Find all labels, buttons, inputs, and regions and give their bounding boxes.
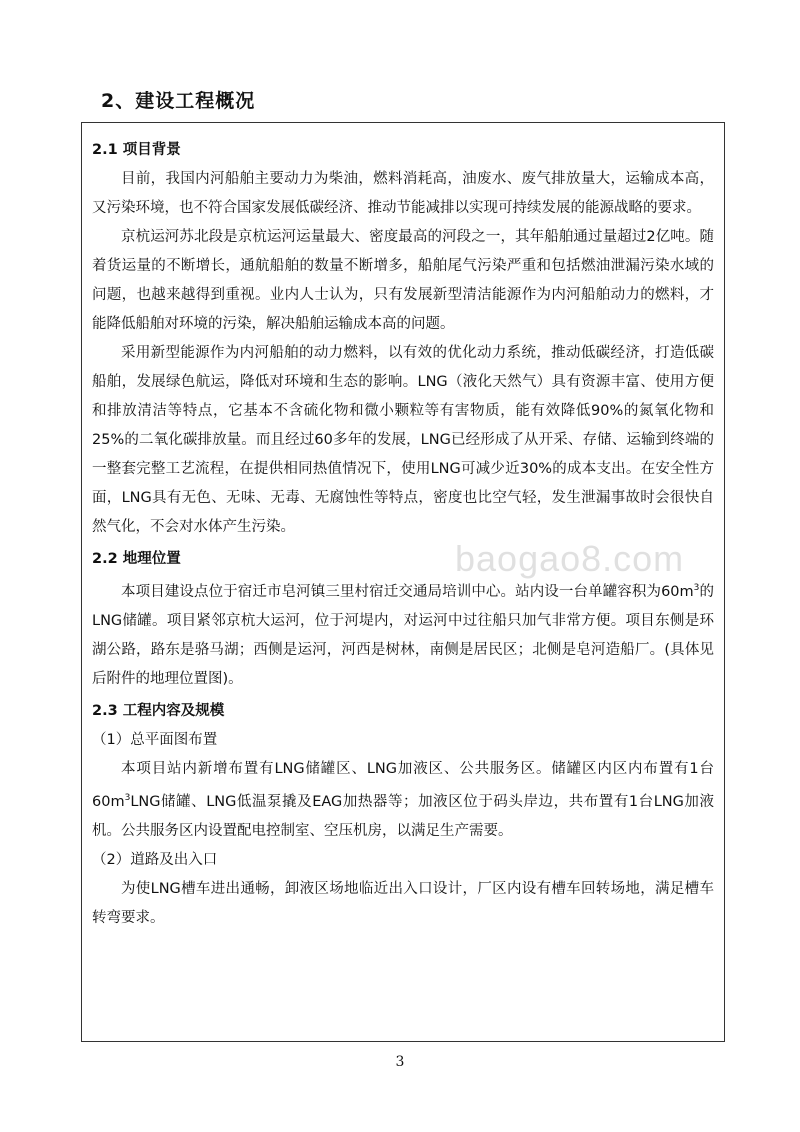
section-heading: 2、建设工程概况 — [101, 90, 256, 112]
subheading-roads: （2）道路及出入口 — [92, 851, 218, 868]
text-run: 本项目站内新增布置有LNG储罐区、LNG加液区、公共服务区。储罐区内区内布置有1台60m — [92, 760, 714, 810]
content-box — [81, 122, 725, 1042]
paragraph-location — [92, 574, 714, 694]
section-title-location: 2.2 地理位置 — [92, 551, 181, 567]
text-run: 本项目建设点位于宿迁市皂河镇三里村宿迁交通局培训中心。站内设一台单罐容积为60m — [121, 583, 694, 600]
superscript: 3 — [124, 792, 131, 803]
content-body — [92, 133, 714, 933]
paragraph: 采用新型能源作为内河船舶的动力燃料，以有效的优化动力系统，推动低碳经济，打造低碳船舶，发展绿色航运，降低对环境和生态的影响。LNG（液化天然气）具有资源丰富、使用方便和排放清洁等特点，它基本不含硫化物和微小颗粒等有害物质，能有效降低90%的氮氧化物和25%的二氧化碳排放量。而且经过60多年的发展，LNG已经形成了从开采、存储、运输到终端的一整套完整工艺流程，在提供相同热值情况下，使用LNG可减少近30%的成本支出。在安全性方面，LNG具有无色、无味、无毒、无腐蚀性等特点，密度也比空气轻，发生泄漏事故时会很快自然气化，不会对水体产生污染。 — [92, 345, 714, 535]
superscript: 3 — [693, 583, 700, 593]
paragraph: 目前，我国内河船舶主要动力为柴油，燃料消耗高，油废水、废气排放量大，运输成本高，又污染环境，也不符合国家发展低碳经济、推动节能减排以实现可持续发展的能源战略的要求。 — [92, 171, 714, 216]
section-title-scope: 2.3 工程内容及规模 — [92, 702, 225, 719]
paragraph-layout — [92, 755, 714, 846]
paragraph-roads: 为使LNG槽车进出通畅，卸液区场地临近出入口设计，厂区内设有槽车回转场地，满足槽车转弯要求。 — [92, 880, 714, 926]
paragraph: 京杭运河苏北段是京杭运河运量最大、密度最高的河段之一，其年船舶通过量超过2亿吨。随着货运量的不断增长，通航船舶的数量不断增多，船舶尾气污染严重和包括燃油泄漏污染水域的问题，也越来越得到重视。业内人士认为，只有发展新型清洁能源作为内河船舶动力的燃料，才能降低船舶对环境的污染，解决船舶运输成本高的问题。 — [92, 229, 714, 332]
page-number: 3 — [395, 1054, 405, 1070]
subheading-layout: （1）总平面图布置 — [92, 731, 218, 748]
watermark: baogao8.com — [455, 538, 685, 579]
text-run: 的LNG储罐。项目紧邻京杭大运河，位于河堤内，对运河中过往船只加气非常方便。项目东侧是环湖公路，路东是骆马湖；西侧是运河，河西是树林，南侧是居民区；北侧是皂河造船厂。(具体见后附件的地理位置图)。 — [92, 583, 715, 687]
text-run: LNG储罐、LNG低温泵撬及EAG加热器等；加液区位于码头岸边，共布置有1台LNG加液机。公共服务区内设置配电控制室、空压机房，以满足生产需要。 — [92, 793, 714, 839]
section-title-background: 2.1 项目背景 — [92, 142, 181, 158]
